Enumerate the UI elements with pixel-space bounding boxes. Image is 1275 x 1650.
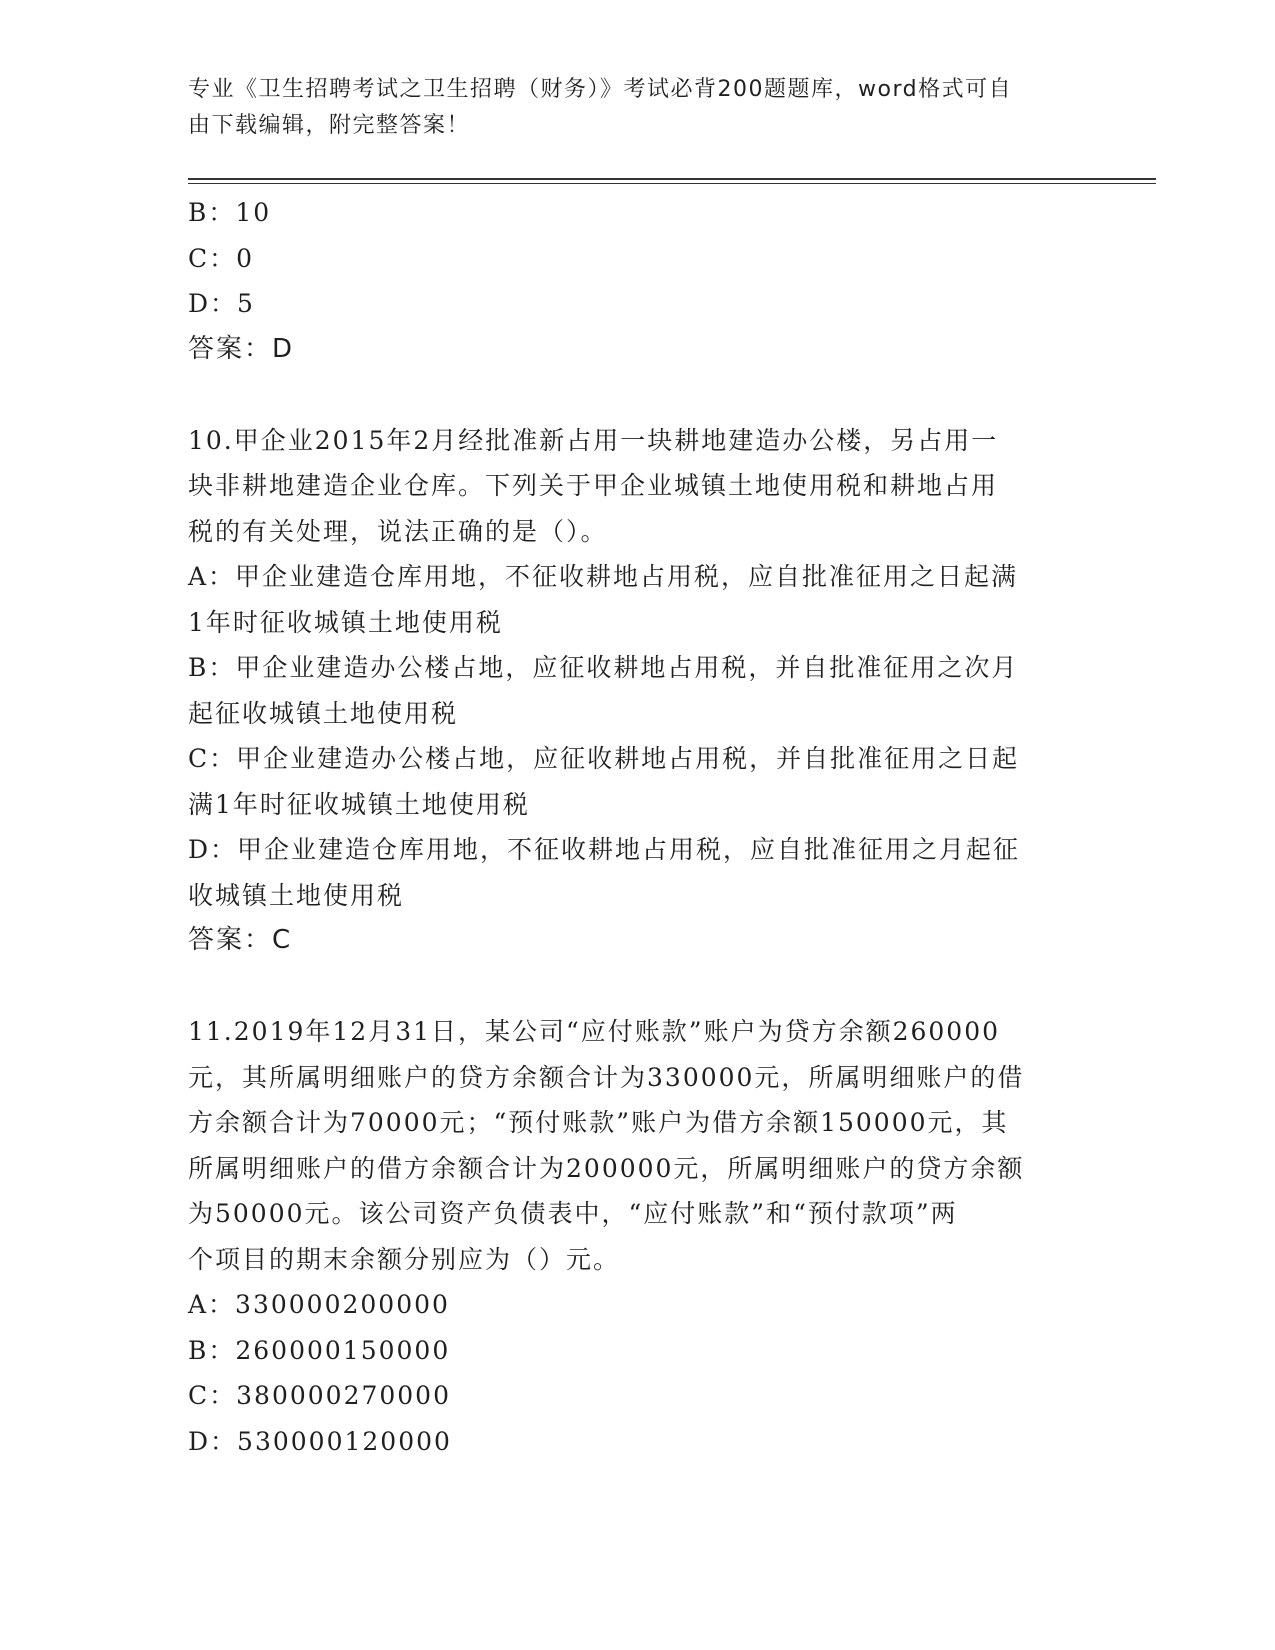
question-10 — [188, 418, 1068, 964]
option-c: C：甲企业建造办公楼占地，应征收耕地占用税，并自批准征用之日起 — [188, 744, 1020, 773]
question-stem: 税的有关处理，说法正确的是（）。 — [188, 516, 608, 546]
answer: 答案：C — [188, 925, 293, 955]
question-stem: 所属明细账户的借方余额合计为200000元，所属明细账户的贷方余额 — [188, 1153, 1025, 1183]
spacer — [188, 372, 1068, 418]
question-stem: 11.2019年12月31日，某公司“应付账款”账户为贷方余额260000 — [188, 1017, 1001, 1046]
question-stem: 块非耕地建造企业仓库。下列关于甲企业城镇土地使用税和耕地占用 — [188, 471, 999, 500]
option-b: B：260000150000 — [188, 1335, 451, 1365]
document-body — [188, 190, 1068, 1464]
option-b: B：甲企业建造办公楼占地，应征收耕地占用税，并自批准征用之次月 — [188, 653, 1019, 682]
option-d: D：甲企业建造仓库用地，不征收耕地占用税，应自批准征用之月起征 — [188, 835, 1021, 864]
question-stem: 个项目的期末余额分别应为（）元。 — [188, 1244, 621, 1274]
option-a: A：甲企业建造仓库用地，不征收耕地占用税，应自批准征用之日起满 — [188, 562, 1019, 591]
option-a-cont: 1年时征收城镇土地使用税 — [188, 607, 503, 637]
question-stem: 方余额合计为70000元；“预付账款”账户为借方余额150000元，其 — [188, 1108, 1009, 1137]
spacer — [188, 964, 1068, 1010]
document-header — [188, 72, 1088, 144]
option-c: C：0 — [188, 243, 255, 273]
option-b-cont: 起征收城镇土地使用税 — [188, 698, 459, 728]
header-line: 专业《卫生招聘考试之卫生招聘（财务）》考试必背200题题库，word格式可自 — [188, 77, 1013, 102]
option-d-cont: 收城镇土地使用税 — [188, 880, 405, 910]
option-d: D：530000120000 — [188, 1426, 452, 1456]
header-divider — [188, 178, 1156, 180]
option-d: D：5 — [188, 289, 255, 318]
header-divider-thin — [188, 183, 1156, 184]
option-c-cont: 满1年时征收城镇土地使用税 — [188, 789, 530, 819]
question-9-options — [188, 190, 1068, 372]
option-b: B：10 — [188, 198, 272, 227]
option-c: C：380000270000 — [188, 1381, 451, 1410]
answer: 答案：D — [188, 333, 295, 364]
question-stem: 10.甲企业2015年2月经批准新占用一块耕地建造办公楼，另占用一 — [188, 425, 999, 455]
question-stem: 为50000元。该公司资产负债表中，“应付账款”和“预付款项”两 — [188, 1199, 958, 1228]
question-11 — [188, 1009, 1068, 1464]
header-line: 由下载编辑，附完整答案！ — [188, 113, 471, 138]
option-a: A：330000200000 — [188, 1290, 450, 1319]
question-stem: 元，其所属明细账户的贷方余额合计为330000元，所属明细账户的借 — [188, 1062, 1025, 1092]
